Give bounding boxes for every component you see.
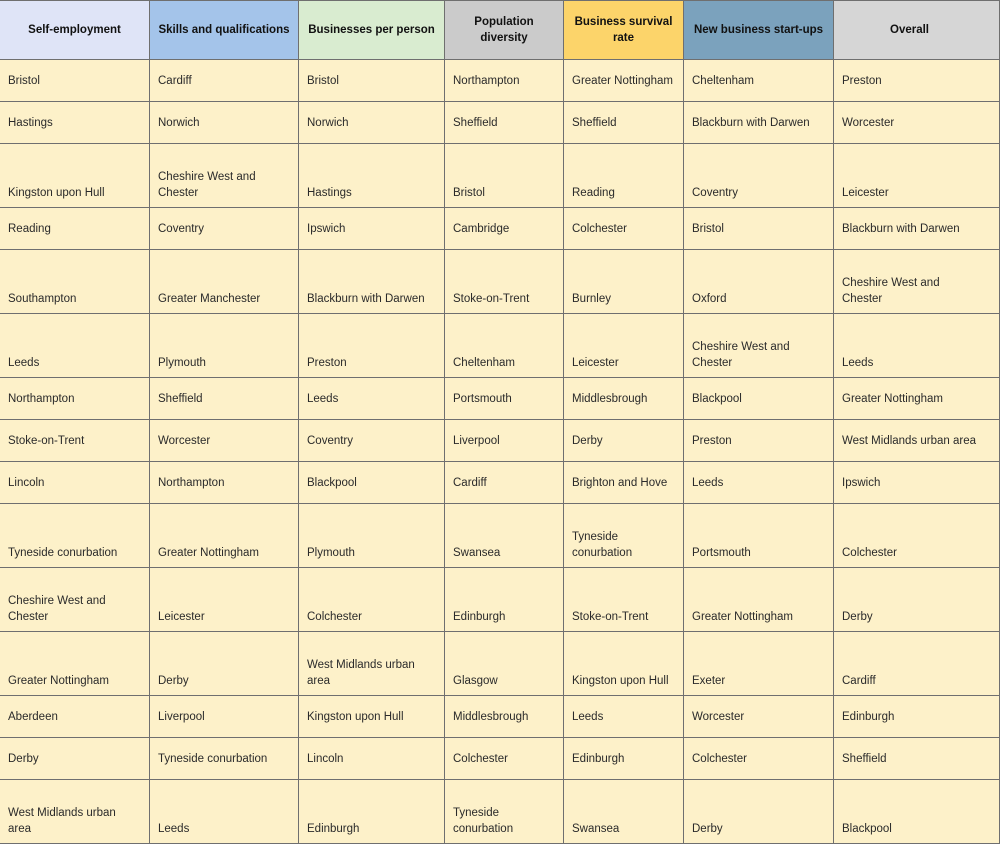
table-cell: Swansea: [445, 504, 564, 568]
header-businesses-per-person: Businesses per person: [299, 1, 445, 60]
table-cell: West Midlands urban area: [0, 780, 150, 844]
table-cell: Blackpool: [684, 378, 834, 420]
table-cell: Colchester: [684, 738, 834, 780]
table-cell: Edinburgh: [445, 568, 564, 632]
header-new-business-start-ups: New business start-ups: [684, 1, 834, 60]
table-cell: Portsmouth: [445, 378, 564, 420]
table-cell: Leeds: [564, 696, 684, 738]
table-row: [0, 314, 1000, 378]
table-row: [0, 696, 1000, 738]
table-row: [0, 738, 1000, 780]
table-cell: Cardiff: [834, 632, 1000, 696]
table-cell: Reading: [0, 208, 150, 250]
table-cell: Portsmouth: [684, 504, 834, 568]
table-cell: Brighton and Hove: [564, 462, 684, 504]
table-cell: Edinburgh: [564, 738, 684, 780]
table-cell: Leicester: [150, 568, 299, 632]
table-body: [0, 60, 1000, 844]
table-row: [0, 60, 1000, 102]
table-cell: Worcester: [150, 420, 299, 462]
table-cell: Cheshire West and Chester: [834, 250, 1000, 314]
table-cell: Colchester: [299, 568, 445, 632]
table-cell: Tyneside conurbation: [0, 504, 150, 568]
table-cell: Coventry: [150, 208, 299, 250]
table-cell: West Midlands urban area: [299, 632, 445, 696]
table-cell: Middlesbrough: [445, 696, 564, 738]
table-row: [0, 568, 1000, 632]
table-cell: Plymouth: [299, 504, 445, 568]
table-cell: Worcester: [684, 696, 834, 738]
table-cell: West Midlands urban area: [834, 420, 1000, 462]
table-cell: Sheffield: [834, 738, 1000, 780]
table-cell: Bristol: [0, 60, 150, 102]
table-cell: Colchester: [834, 504, 1000, 568]
table-cell: Cheshire West and Chester: [0, 568, 150, 632]
table-cell: Colchester: [564, 208, 684, 250]
table-cell: Swansea: [564, 780, 684, 844]
table-cell: Norwich: [150, 102, 299, 144]
table-cell: Leeds: [834, 314, 1000, 378]
table-cell: Cardiff: [445, 462, 564, 504]
table-row: [0, 144, 1000, 208]
table-cell: Sheffield: [564, 102, 684, 144]
table-cell: Edinburgh: [834, 696, 1000, 738]
table-row: [0, 420, 1000, 462]
table-cell: Coventry: [684, 144, 834, 208]
table-cell: Exeter: [684, 632, 834, 696]
table-cell: Glasgow: [445, 632, 564, 696]
table-cell: Greater Nottingham: [150, 504, 299, 568]
table-row: [0, 780, 1000, 844]
table-cell: Lincoln: [299, 738, 445, 780]
table-row: [0, 102, 1000, 144]
table-row: [0, 378, 1000, 420]
table-cell: Leicester: [564, 314, 684, 378]
table-cell: Worcester: [834, 102, 1000, 144]
table-cell: Edinburgh: [299, 780, 445, 844]
table-cell: Colchester: [445, 738, 564, 780]
table-cell: Blackpool: [834, 780, 1000, 844]
table-cell: Leeds: [150, 780, 299, 844]
table-cell: Cheltenham: [684, 60, 834, 102]
table-cell: Preston: [684, 420, 834, 462]
table-cell: Northampton: [445, 60, 564, 102]
header-skills-and-qualifications: Skills and qualifications: [150, 1, 299, 60]
table-cell: Liverpool: [150, 696, 299, 738]
table-cell: Ipswich: [299, 208, 445, 250]
table-cell: Derby: [834, 568, 1000, 632]
table-cell: Tyneside conurbation: [150, 738, 299, 780]
table-cell: Tyneside conurbation: [564, 504, 684, 568]
table-cell: Kingston upon Hull: [299, 696, 445, 738]
table-cell: Reading: [564, 144, 684, 208]
table-cell: Sheffield: [445, 102, 564, 144]
table-cell: Kingston upon Hull: [0, 144, 150, 208]
table-cell: Derby: [684, 780, 834, 844]
table-cell: Plymouth: [150, 314, 299, 378]
table-cell: Leicester: [834, 144, 1000, 208]
table-cell: Preston: [834, 60, 1000, 102]
table-cell: Hastings: [0, 102, 150, 144]
header-population-diversity: Population diversity: [445, 1, 564, 60]
table-cell: Tyneside conurbation: [445, 780, 564, 844]
table-cell: Stoke-on-Trent: [564, 568, 684, 632]
table-cell: Preston: [299, 314, 445, 378]
table-cell: Leeds: [0, 314, 150, 378]
table-cell: Greater Nottingham: [834, 378, 1000, 420]
header-overall: Overall: [834, 1, 1000, 60]
table-cell: Cheltenham: [445, 314, 564, 378]
table-cell: Coventry: [299, 420, 445, 462]
table-row: [0, 632, 1000, 696]
table-cell: Norwich: [299, 102, 445, 144]
table-cell: Northampton: [0, 378, 150, 420]
table-cell: Leeds: [299, 378, 445, 420]
table-row: [0, 250, 1000, 314]
table-cell: Oxford: [684, 250, 834, 314]
table-cell: Sheffield: [150, 378, 299, 420]
table-cell: Hastings: [299, 144, 445, 208]
table-row: [0, 462, 1000, 504]
table-cell: Lincoln: [0, 462, 150, 504]
table-row: [0, 208, 1000, 250]
table-cell: Southampton: [0, 250, 150, 314]
header-row: [0, 1, 1000, 60]
table-cell: Derby: [564, 420, 684, 462]
table-cell: Cardiff: [150, 60, 299, 102]
table-cell: Stoke-on-Trent: [445, 250, 564, 314]
table-cell: Liverpool: [445, 420, 564, 462]
table-cell: Derby: [150, 632, 299, 696]
table-cell: Greater Manchester: [150, 250, 299, 314]
table-cell: Blackburn with Darwen: [834, 208, 1000, 250]
table-cell: Greater Nottingham: [0, 632, 150, 696]
table-cell: Bristol: [299, 60, 445, 102]
table-cell: Greater Nottingham: [684, 568, 834, 632]
table-cell: Cambridge: [445, 208, 564, 250]
table-cell: Leeds: [684, 462, 834, 504]
header-self-employment: Self-employment: [0, 1, 150, 60]
table-cell: Burnley: [564, 250, 684, 314]
table-cell: Northampton: [150, 462, 299, 504]
table-cell: Blackburn with Darwen: [299, 250, 445, 314]
table-cell: Aberdeen: [0, 696, 150, 738]
table-cell: Ipswich: [834, 462, 1000, 504]
table-cell: Kingston upon Hull: [564, 632, 684, 696]
table-row: [0, 504, 1000, 568]
table-cell: Cheshire West and Chester: [150, 144, 299, 208]
table-cell: Bristol: [684, 208, 834, 250]
table-cell: Cheshire West and Chester: [684, 314, 834, 378]
table-cell: Middlesbrough: [564, 378, 684, 420]
table-cell: Blackburn with Darwen: [684, 102, 834, 144]
table-cell: Blackpool: [299, 462, 445, 504]
table-cell: Greater Nottingham: [564, 60, 684, 102]
table-cell: Stoke-on-Trent: [0, 420, 150, 462]
table-cell: Derby: [0, 738, 150, 780]
table-cell: Bristol: [445, 144, 564, 208]
header-business-survival-rate: Business survival rate: [564, 1, 684, 60]
